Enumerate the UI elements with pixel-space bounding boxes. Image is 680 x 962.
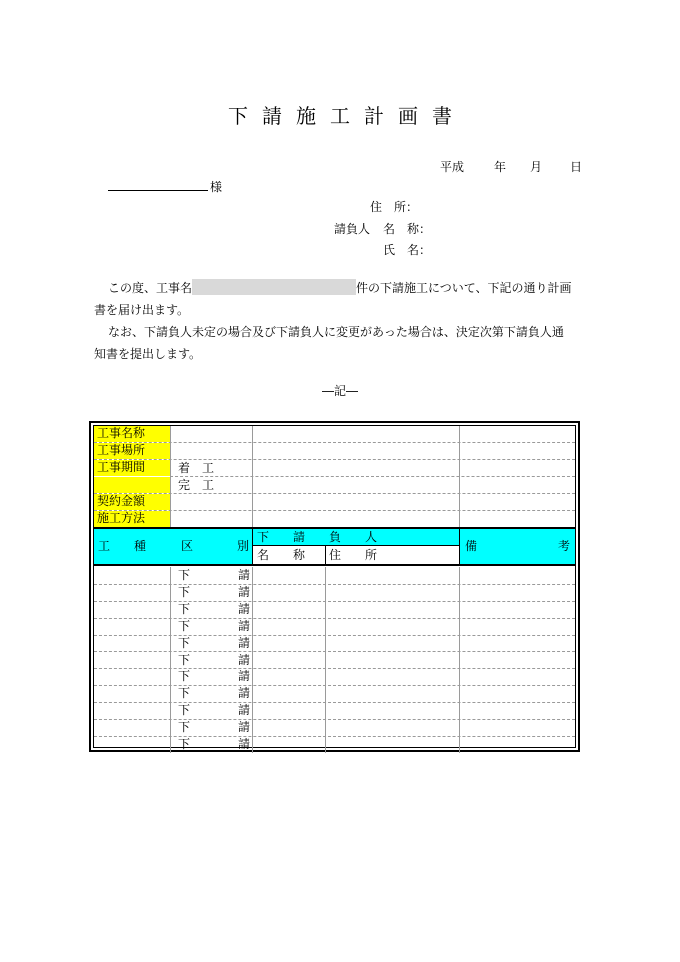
grid-line <box>252 528 253 564</box>
ki-heading: ―記― <box>321 384 358 398</box>
row-category <box>178 686 250 700</box>
grid-line <box>94 510 575 511</box>
row-category <box>178 619 250 633</box>
plan-table <box>89 421 580 752</box>
row-category <box>178 585 250 599</box>
plan-table-inner <box>93 425 576 751</box>
header-kubetsu-b: 別 <box>236 539 249 553</box>
row-category-uke: 請 <box>237 669 250 684</box>
row-category-uke: 請 <box>237 720 250 735</box>
date-day: 日 <box>569 160 582 174</box>
label-contract-amount-text: 契約金額 <box>97 494 146 508</box>
grid-line <box>252 567 253 753</box>
grid-line <box>170 426 171 528</box>
period-start <box>178 461 250 475</box>
label-project-name <box>94 426 170 442</box>
row-category-shita: 下 <box>178 635 191 650</box>
row-category <box>178 653 250 667</box>
header-address-text: 住 所 <box>329 548 378 562</box>
row-category <box>178 737 250 751</box>
header-koushu-kubetsu <box>94 528 253 564</box>
header-mid-line <box>253 545 459 546</box>
company-name-label: 名 称： <box>383 222 432 236</box>
header-name <box>253 546 325 564</box>
paragraph-1-c: 書を届け出ます。 <box>94 303 190 317</box>
label-contract-amount <box>94 494 170 510</box>
period-end <box>178 478 250 492</box>
date-year: 年 <box>493 160 506 174</box>
row-category <box>178 669 250 683</box>
grid-line <box>325 546 326 564</box>
paragraph-2 <box>94 321 594 365</box>
period-start-text: 着 工 <box>178 461 215 475</box>
row-category-uke: 請 <box>237 568 250 582</box>
person-name-label: 氏 名： <box>383 243 432 257</box>
table-row <box>94 601 575 618</box>
label-period-blank <box>94 477 170 493</box>
label-method-text: 施工方法 <box>97 511 146 525</box>
period-end-text: 完 工 <box>178 478 215 492</box>
row-category-shita: 下 <box>178 669 191 684</box>
label-method <box>94 511 170 527</box>
paragraph-1 <box>94 277 594 321</box>
header-kubetsu-a: 区 <box>181 539 194 553</box>
header-top-line <box>94 527 575 529</box>
page-title: 下請施工計画書 <box>228 104 466 128</box>
grid-line <box>459 528 460 564</box>
row-category <box>178 703 250 717</box>
grid-line <box>94 459 575 460</box>
header-remarks-a: 備 <box>465 539 478 553</box>
row-category-shita: 下 <box>178 737 191 751</box>
table-row <box>94 635 575 652</box>
row-category-shita: 下 <box>178 568 191 582</box>
row-category-shita: 下 <box>178 584 191 599</box>
header-address <box>325 546 459 564</box>
row-category-uke: 請 <box>237 737 250 751</box>
table-row <box>94 668 575 685</box>
addressee-suffix: 様 <box>210 180 223 194</box>
grid-line <box>459 426 460 528</box>
date-line <box>440 158 582 175</box>
header-subcontractor <box>253 528 459 546</box>
table-row <box>94 685 575 702</box>
grid-line <box>252 426 253 528</box>
row-category-uke: 請 <box>237 652 250 667</box>
grid-line <box>459 567 460 753</box>
table-row <box>94 736 575 753</box>
paragraph-1-a: この度、工事名 <box>108 281 193 295</box>
table-row <box>94 702 575 719</box>
row-category-shita: 下 <box>178 720 191 735</box>
row-category-uke: 請 <box>237 635 250 650</box>
row-category-shita: 下 <box>178 686 191 701</box>
row-category <box>178 568 250 582</box>
row-category-shita: 下 <box>178 652 191 667</box>
grid-line <box>170 567 171 753</box>
table-row <box>94 719 575 736</box>
row-category-uke: 請 <box>237 703 250 718</box>
date-month: 月 <box>529 160 542 174</box>
grid-line <box>94 442 575 443</box>
row-category-uke: 請 <box>237 686 250 701</box>
table-row <box>94 567 575 584</box>
label-project-period <box>94 460 170 476</box>
paragraph-2-a: なお、下請負人未定の場合及び下請負人に変更があった場合は、決定次第下請負人通 <box>108 325 564 339</box>
addressee-line <box>108 190 208 191</box>
header-name-text: 名 称 <box>257 548 306 562</box>
header-bottom-line <box>94 564 575 566</box>
grid-line <box>94 493 575 494</box>
row-category <box>178 602 250 616</box>
row-category <box>178 636 250 650</box>
project-name-field[interactable] <box>192 279 356 295</box>
label-project-period-text: 工事期間 <box>97 460 146 474</box>
row-category-uke: 請 <box>237 601 250 616</box>
row-category-shita: 下 <box>178 703 191 718</box>
table-row <box>94 618 575 635</box>
contractor-label: 請負人 <box>334 222 371 236</box>
table-row <box>94 652 575 669</box>
grid-line <box>170 476 575 477</box>
header-remarks-b: 考 <box>557 539 570 553</box>
label-project-name-text: 工事名称 <box>97 426 146 440</box>
label-project-site <box>94 443 170 459</box>
table-row <box>94 584 575 601</box>
row-category <box>178 720 250 734</box>
row-category-uke: 請 <box>237 584 250 599</box>
row-category-uke: 請 <box>237 618 250 633</box>
paragraph-1-b: 件の下請施工について、下記の通り計画 <box>356 281 572 295</box>
row-category-shita: 下 <box>178 601 191 616</box>
paragraph-2-b: 知書を提出します。 <box>94 347 202 361</box>
header-koushu: 工 種 <box>98 539 147 553</box>
address-label: 住 所： <box>370 200 419 214</box>
grid-line <box>325 567 326 753</box>
label-project-site-text: 工事場所 <box>97 443 146 457</box>
header-subcontractor-text: 下 請 負 人 <box>257 530 378 544</box>
row-category-shita: 下 <box>178 618 191 633</box>
date-era: 平成 <box>439 160 464 174</box>
header-remarks <box>460 528 575 564</box>
